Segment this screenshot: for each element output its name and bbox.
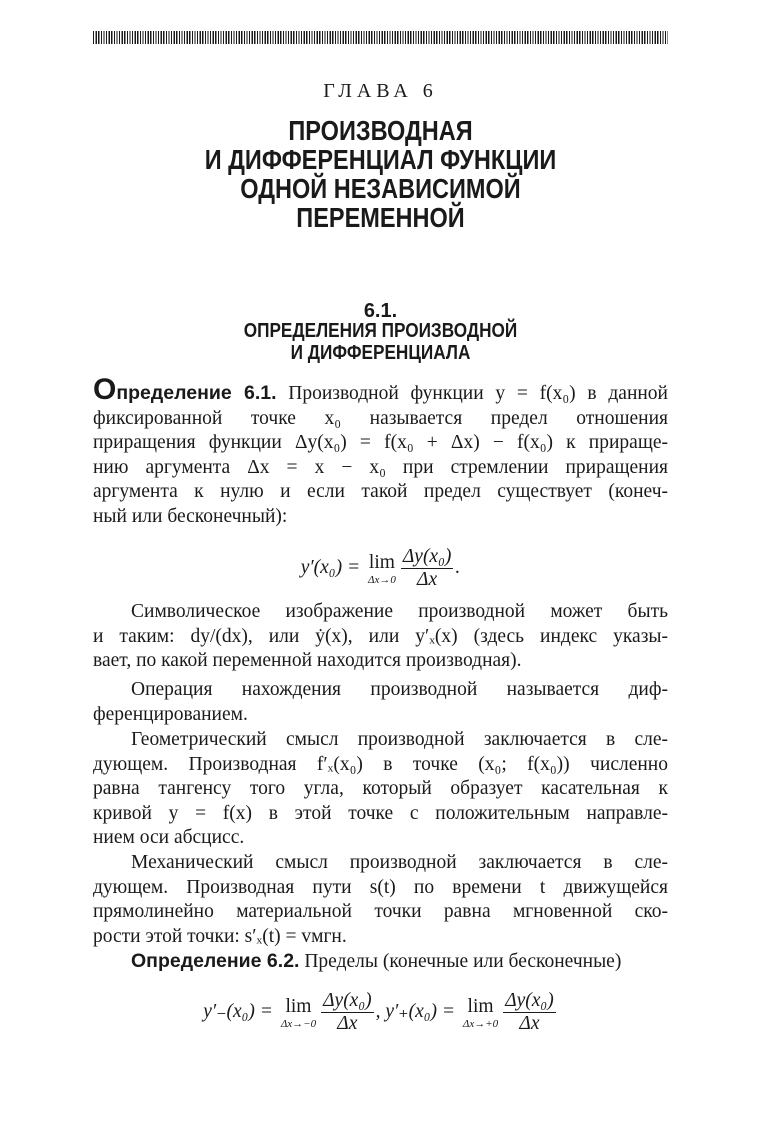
formula-tail: . <box>455 556 461 578</box>
chapter-label: ГЛАВА 6 <box>323 80 438 102</box>
limit-subscript: Δx→0 <box>368 573 396 586</box>
paragraph-line: кривой y = f(x) в этой точке с положительным направле- <box>93 802 668 824</box>
chapter-title-line: ПРОИЗВОДНАЯ <box>288 115 473 146</box>
definition-line: фиксированной точке x₀ называется предел отношения <box>93 407 668 429</box>
definition-drop-letter: О <box>93 373 117 406</box>
paragraph-line: рости этой точки: s′ₓ(t) = vмгн. <box>93 925 347 947</box>
definition-line: нию аргумента Δx = x − x₀ при стремлении приращения <box>93 456 668 478</box>
limit-word: lim <box>368 551 395 573</box>
right-limit-subscript: Δx→+0 <box>462 1017 499 1030</box>
section-title-line: ОПРЕДЕЛЕНИЯ ПРОИЗВОДНОЙ <box>243 320 518 342</box>
paragraph-line: и таким: dy/(dx), или ẏ(x), или y′ₓ(x) (здесь индекс указы- <box>93 625 668 647</box>
definition-text: Производной функции y = f(x₀) в данной <box>276 383 668 404</box>
section-title <box>93 320 668 364</box>
fraction-denominator: Δx <box>417 569 438 590</box>
definition-6-2 <box>93 949 668 975</box>
definition-first-line <box>93 373 668 407</box>
paragraph-symbolic <box>93 600 668 674</box>
paragraph-line: дующем. Производная f′ₓ(x₀) в точке (x₀; f(x₀)) численно <box>93 753 668 775</box>
right-derivative-lhs: , y′₊(x₀) = <box>375 1000 460 1022</box>
definition-line: ный или бесконечный): <box>93 505 288 527</box>
derivative-formula <box>93 546 668 591</box>
chapter-title-line: ОДНОЙ НЕЗАВИСИМОЙ <box>240 173 521 204</box>
fraction-numerator: Δy(x₀) <box>505 990 554 1011</box>
paragraph-mechanical <box>93 851 668 949</box>
paragraph-line: вает, по какой переменной находится производная). <box>93 650 522 671</box>
right-fraction <box>503 990 556 1035</box>
right-limit-operator <box>463 996 498 1030</box>
chapter-title-line: ПЕРЕМЕННОЙ <box>296 202 465 233</box>
formula-lhs: y′(x₀) = <box>300 556 365 578</box>
paragraph-line: дующем. Производная пути s(t) по времени t движущейся <box>93 876 668 898</box>
paragraph-operation <box>93 678 668 727</box>
paragraph-geometric <box>93 728 668 851</box>
paragraph-line: Операция нахождения производной называется диф- <box>131 679 668 700</box>
fraction-denominator: Δx <box>519 1013 540 1034</box>
definition-2-label: Определение 6.2. <box>131 950 300 972</box>
definition-label: пределение 6.1. <box>116 382 277 404</box>
definition-line: аргумента к нулю и если такой предел существует (конеч- <box>93 481 668 502</box>
limit-word: lim <box>467 995 494 1017</box>
definition-6-1 <box>93 373 668 529</box>
left-limit-subscript: Δx→−0 <box>280 1017 317 1030</box>
decorative-header-rule <box>93 31 668 44</box>
fraction <box>401 546 454 591</box>
paragraph-line: Механический смысл производной заключается в сле- <box>131 852 668 873</box>
left-limit-operator <box>281 996 316 1030</box>
chapter-title <box>93 116 668 232</box>
definition-2-text: Пределы (конечные или бесконечные) <box>299 951 622 972</box>
limit-operator <box>368 552 396 586</box>
chapter-title-line: И ДИФФЕРЕНЦИАЛ ФУНКЦИИ <box>204 144 557 175</box>
paragraph-line: равна тангенсу того угла, который образует касательная к <box>93 778 668 799</box>
left-derivative-lhs: y′₋(x₀) = <box>203 1000 278 1022</box>
paragraph-line: прямолинейно материальной точки равна мгновенной ско- <box>93 901 668 922</box>
left-fraction <box>321 990 374 1035</box>
paragraph-line: Геометрический смысл производной заключается в сле- <box>131 729 668 750</box>
paragraph-line: ференцированием. <box>93 703 248 725</box>
fraction-denominator: Δx <box>337 1013 358 1034</box>
section-title-line: И ДИФФЕРЕНЦИАЛА <box>290 342 471 364</box>
fraction-numerator: Δy(x₀) <box>402 546 452 567</box>
definition-line: приращения функции Δy(x₀) = f(x₀ + Δx) − f(x₀) к прираще- <box>93 432 668 453</box>
paragraph-line: нием оси абсцисс. <box>93 827 245 848</box>
limit-word: lim <box>285 995 312 1017</box>
fraction-numerator: Δy(x₀) <box>323 990 372 1011</box>
paragraph-line: Символическое изображение производной может быть <box>131 601 668 622</box>
section-number: 6.1. <box>363 300 398 322</box>
definition-2-line <box>93 949 668 975</box>
one-sided-derivative-formula <box>93 990 668 1035</box>
